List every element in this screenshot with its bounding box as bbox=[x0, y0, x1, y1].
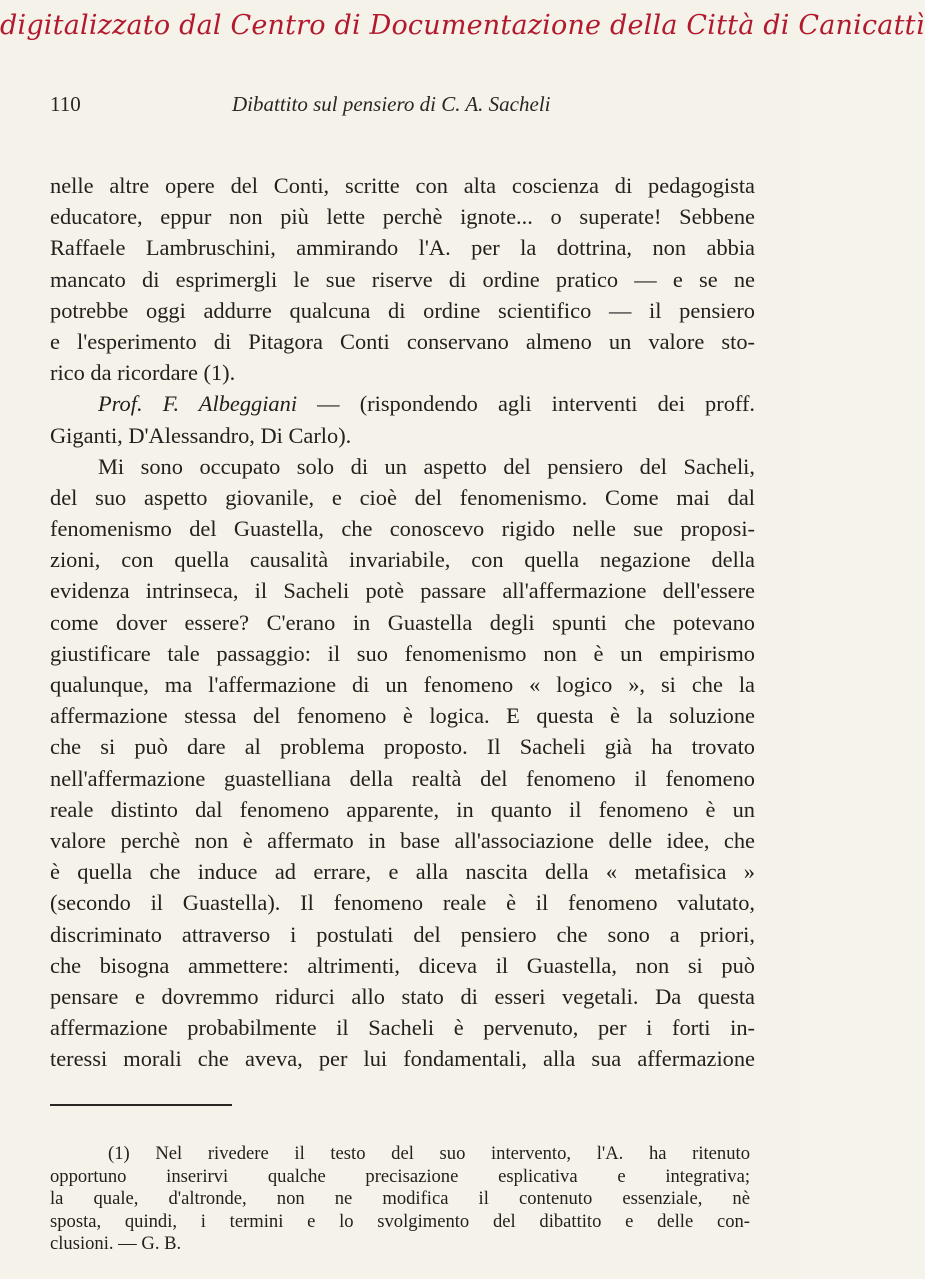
body-line: giustificare tale passaggio: il suo fenomenismo non è un empirismo bbox=[50, 640, 755, 666]
body-line: evidenza intrinseca, il Sacheli potè passare all'affermazione dell'essere bbox=[50, 578, 755, 604]
footnote-divider bbox=[50, 1104, 232, 1106]
body-line: nell'affermazione guastelliana della realtà del fenomeno il fenomeno bbox=[50, 765, 755, 791]
body-line: come dover essere? C'erano in Guastella degli spunti che potevano bbox=[50, 609, 755, 635]
body-line: (secondo il Guastella). Il fenomeno reale è il fenomeno valutato, bbox=[50, 890, 755, 916]
body-line: zioni, con quella causalità invariabile, con quella negazione della bbox=[50, 547, 755, 573]
paragraph-first-line: Mi sono occupato solo di un aspetto del pensiero del Sacheli, bbox=[98, 453, 755, 479]
body-line: nelle altre opere del Conti, scritte con alta coscienza di pedagogista bbox=[50, 173, 755, 198]
body-line: fenomenismo del Guastella, che conoscevo rigido nelle sue proposi- bbox=[50, 516, 755, 542]
body-line: e l'esperimento di Pitagora Conti conservano almeno un valore sto- bbox=[50, 328, 755, 354]
body-line: teressi morali che aveva, per lui fondamentali, alla sua affermazione bbox=[50, 1046, 755, 1072]
footnote-line: la quale, d'altronde, non ne modifica il contenuto essenziale, nè bbox=[50, 1188, 750, 1210]
body-line: è quella che induce ad errare, e alla nascita della « metafisica » bbox=[50, 859, 755, 885]
speaker-note: — (rispondendo agli interventi dei proff. bbox=[297, 391, 756, 417]
body-line: reale distinto dal fenomeno apparente, in quanto il fenomeno è un bbox=[50, 796, 755, 822]
body-text bbox=[50, 170, 755, 1074]
speaker-name: Prof. F. Albeggiani bbox=[98, 391, 298, 417]
body-line: potrebbe oggi addurre qualcuna di ordine scientifico — il pensiero bbox=[50, 297, 755, 323]
body-line: mancato di esprimergli le sue riserve di ordine pratico — e se ne bbox=[50, 266, 755, 292]
footnote bbox=[50, 1143, 750, 1256]
running-title: Dibattito sul pensiero di C. A. Sacheli bbox=[232, 92, 551, 116]
body-line: che bisogna ammettere: altrimenti, diceva il Guastella, non si può bbox=[50, 952, 755, 978]
body-line: Raffaele Lambruschini, ammirando l'A. per la dottrina, non abbia bbox=[50, 235, 755, 261]
footnote-line: (1) Nel rivedere il testo del suo intervento, l'A. ha ritenuto bbox=[108, 1143, 750, 1164]
body-line: qualunque, ma l'affermazione di un fenomeno « logico », si che la bbox=[50, 672, 755, 697]
body-line: rico da ricordare (1). bbox=[50, 360, 236, 386]
body-line: del suo aspetto giovanile, e cioè del fenomenismo. Come mai dal bbox=[50, 484, 755, 510]
speaker-line bbox=[50, 388, 755, 419]
body-line: educatore, eppur non più lette perchè ignote... o superate! Sebbene bbox=[50, 204, 755, 230]
footnote-line: clusioni. — G. B. bbox=[50, 1233, 182, 1255]
body-line: discriminato attraverso i postulati del pensiero che sono a priori, bbox=[50, 921, 755, 947]
body-line: valore perchè non è affermato in base all'associazione delle idee, che bbox=[50, 827, 755, 853]
body-line: affermazione stessa del fenomeno è logica. E questa è la soluzione bbox=[50, 703, 755, 729]
digitization-watermark: digitalizzato dal Centro di Documentazione della Città di Canicattì bbox=[0, 10, 925, 41]
body-line: affermazione probabilmente il Sacheli è pervenuto, per i forti in- bbox=[50, 1015, 755, 1041]
footnote-line: opportuno inserirvi qualche precisazione esplicativa e integrativa; bbox=[50, 1165, 750, 1187]
footnote-line: sposta, quindi, i termini e lo svolgimento del dibattito e delle con- bbox=[50, 1210, 750, 1232]
body-line: pensare e dovremmo ridurci allo stato di esseri vegetali. Da questa bbox=[50, 983, 755, 1009]
body-line: Giganti, D'Alessandro, Di Carlo). bbox=[50, 422, 352, 448]
page-number: 110 bbox=[50, 92, 81, 116]
body-line: che si può dare al problema proposto. Il Sacheli già ha trovato bbox=[50, 734, 755, 760]
